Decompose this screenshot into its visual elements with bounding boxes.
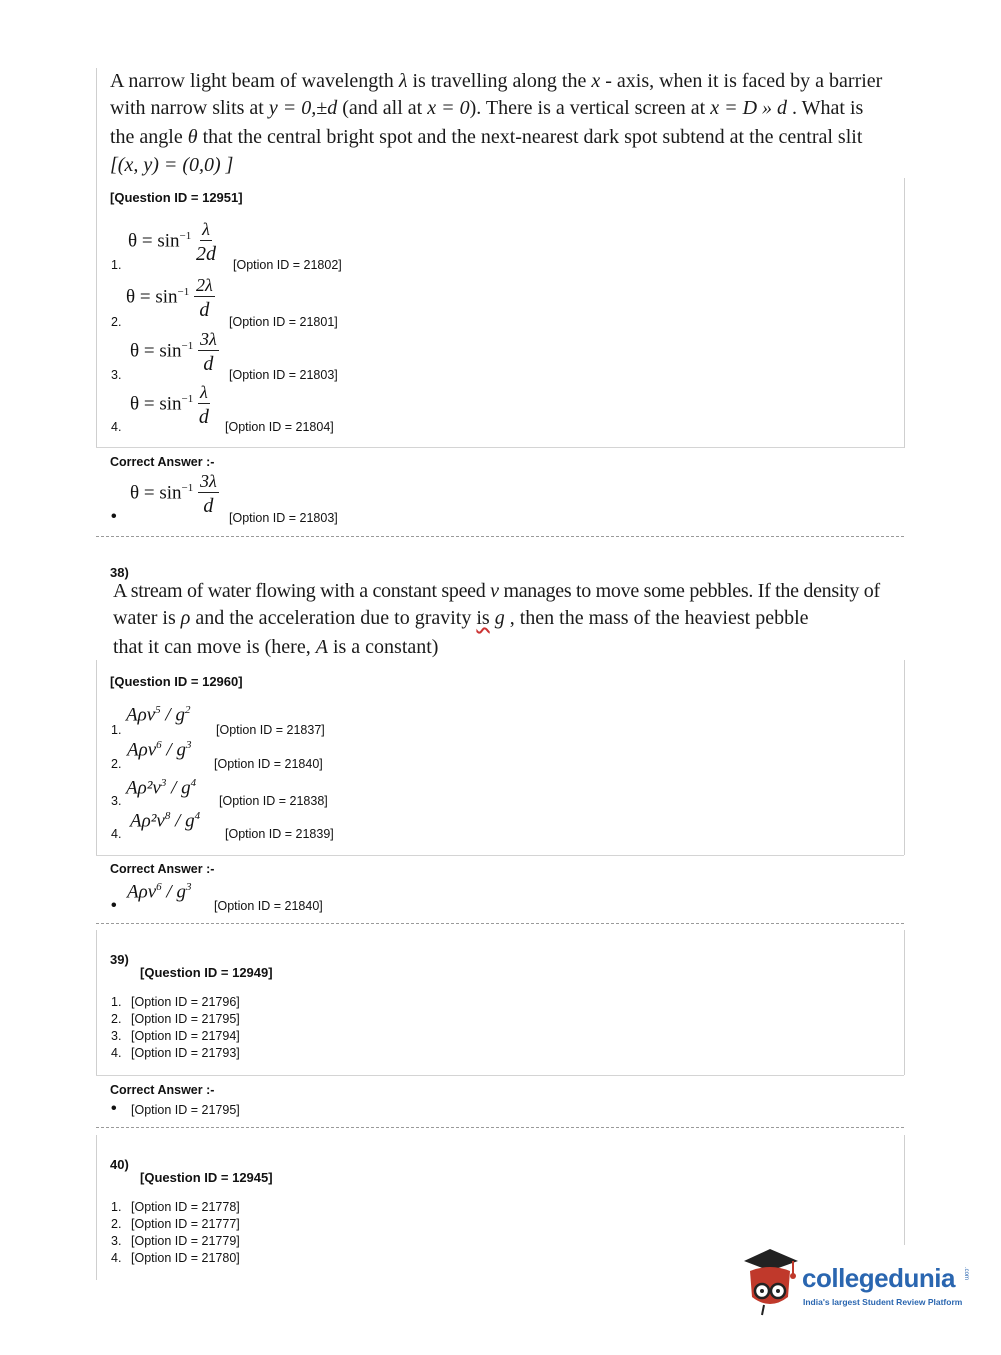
option-number: 2.	[111, 757, 122, 771]
option-id: [Option ID = 21803]	[229, 368, 338, 382]
option-number: 2.	[111, 1012, 122, 1026]
q38-text-3b: is a constant)	[327, 636, 439, 658]
option-number: 4.	[111, 827, 122, 841]
formula-mid: / g	[161, 881, 186, 903]
q37-stem	[110, 68, 918, 179]
q37-stem-line2	[110, 95, 918, 122]
numerator: 3λ	[199, 329, 217, 349]
q39-number: 39)	[110, 952, 129, 967]
q39-correct-option-id: [Option ID = 21795]	[131, 1103, 240, 1117]
option-id: [Option ID = 21778]	[131, 1200, 240, 1214]
q38-text-2a: water is	[113, 607, 181, 629]
q37-stem-line3	[110, 124, 918, 151]
option-id: [Option ID = 21837]	[216, 723, 325, 737]
q37-text-2c: ). There is a vertical screen at	[469, 97, 711, 119]
q38-text-3a: that it can move is (here,	[113, 636, 316, 658]
q38-text-1a: A stream of water flowing with a constant speed	[113, 580, 491, 602]
formula-base: Aρv	[127, 739, 157, 761]
option-number: 1.	[111, 1200, 122, 1214]
denominator: d	[198, 406, 209, 428]
q37-lambda: λ	[398, 70, 408, 92]
formula-base: Aρ²v	[130, 810, 165, 832]
bullet-icon: •	[111, 508, 117, 525]
q38-right-rule	[904, 660, 905, 855]
q38-text-2b: and the acceleration due to gravity	[190, 607, 477, 629]
option-formula	[128, 220, 216, 264]
formula-power: 8	[164, 810, 171, 822]
denominator: d	[203, 495, 214, 517]
formula-sup: −1	[177, 286, 190, 299]
logo-tagline: India's largest Student Review Platform	[803, 1297, 963, 1307]
option-number: 3.	[111, 1029, 122, 1043]
option-formula	[126, 276, 215, 320]
numerator: 2λ	[195, 275, 213, 295]
q37-options-divider	[96, 447, 904, 448]
q40-question-id: [Question ID = 12945]	[140, 1170, 273, 1185]
numerator: 3λ	[199, 471, 217, 491]
logo-dotcom: .com	[963, 1267, 969, 1281]
q38-g: g	[494, 607, 505, 629]
bullet-icon: •	[111, 897, 117, 914]
option-id: [Option ID = 21801]	[229, 315, 338, 329]
q38-A: A	[315, 636, 328, 658]
q37-text-1a: A narrow light beam of wavelength	[110, 70, 399, 92]
numerator: λ	[199, 382, 208, 402]
q38-correct-formula	[127, 881, 191, 903]
option-number: 3.	[111, 368, 122, 382]
option-formula	[126, 704, 190, 726]
option-id: [Option ID = 21838]	[219, 794, 328, 808]
formula-base: Aρv	[126, 704, 156, 726]
formula-mid: / g	[170, 810, 195, 832]
formula-sup: −1	[181, 340, 194, 353]
logo-wordmark: collegedunia	[802, 1263, 955, 1293]
q38-stem-line3	[113, 634, 925, 661]
formula-power-g: 3	[185, 739, 192, 751]
fraction	[198, 383, 210, 427]
q37-text-1b: is travelling along the	[407, 70, 592, 92]
formula-power-g: 2	[184, 704, 191, 716]
q40-right-rule	[904, 1135, 905, 1245]
option-formula	[130, 810, 200, 832]
formula-power-g: 4	[190, 777, 197, 789]
q37-stem-line1	[110, 68, 918, 95]
option-number: 1.	[111, 258, 122, 272]
graduate-mascot-icon	[740, 1245, 802, 1317]
formula-prefix: θ = sin	[130, 482, 182, 504]
q38-v: v	[490, 580, 499, 602]
option-number: 4.	[111, 420, 122, 434]
q38-stem	[113, 578, 925, 661]
q37-text-2d: . What is	[787, 97, 864, 119]
q39-end-divider	[96, 1127, 904, 1128]
q37-text-1c: - axis, when it is faced by a barrier	[600, 70, 883, 92]
option-id: [Option ID = 21840]	[214, 757, 323, 771]
option-id: [Option ID = 21795]	[131, 1012, 240, 1026]
q37-text-2a: with narrow slits at	[110, 97, 269, 119]
formula-power-g: 4	[194, 810, 201, 822]
q37-end-divider	[96, 536, 904, 537]
formula-power: 6	[156, 881, 162, 893]
formula-mid: / g	[161, 739, 186, 761]
denominator: d	[203, 353, 214, 375]
option-number: 1.	[111, 995, 122, 1009]
q38-left-rule	[96, 660, 97, 855]
q40-number: 40)	[110, 1157, 129, 1172]
bullet-icon: •	[111, 1100, 117, 1117]
fraction	[196, 220, 216, 264]
formula-sup: −1	[179, 230, 192, 243]
q39-right-rule	[904, 930, 905, 1075]
formula-base: Aρv	[127, 881, 157, 903]
q37-correct-formula	[130, 472, 219, 516]
denominator: d	[199, 299, 210, 321]
q38-stem-line2	[113, 605, 925, 632]
formula-power: 5	[155, 704, 161, 716]
q39-question-id: [Question ID = 12949]	[140, 965, 273, 980]
q37-text-2b: (and all at	[337, 97, 428, 119]
option-id: [Option ID = 21802]	[233, 258, 342, 272]
fraction	[198, 330, 219, 374]
option-number: 2.	[111, 1217, 122, 1231]
option-id: [Option ID = 21793]	[131, 1046, 240, 1060]
q38-end-divider	[96, 923, 904, 924]
option-number: 3.	[111, 794, 122, 808]
formula-prefix: θ = sin	[128, 230, 180, 252]
q37-x: x	[591, 70, 601, 92]
q38-number: 38)	[110, 565, 129, 580]
q37-screen: x = D » d	[710, 97, 788, 119]
q37-text-3b: that the central bright spot and the next-nearest dark spot subtend at the central slit	[197, 126, 863, 148]
q37-x0: x = 0	[427, 97, 470, 119]
q37-slits: y = 0,±d	[268, 97, 338, 119]
formula-sup: −1	[181, 393, 194, 406]
q40-left-rule	[96, 1135, 97, 1280]
formula-power: 3	[160, 777, 167, 789]
q37-correct-label: Correct Answer :-	[110, 455, 215, 469]
q39-options-divider	[96, 1075, 904, 1076]
q38-text-2c: , then the mass of the heaviest pebble	[504, 607, 809, 629]
option-number: 2.	[111, 315, 122, 329]
formula-prefix: θ = sin	[130, 340, 182, 362]
option-id: [Option ID = 21780]	[131, 1251, 240, 1265]
q37-text-3a: the angle	[110, 126, 188, 148]
option-id: [Option ID = 21794]	[131, 1029, 240, 1043]
q38-correct-option-id: [Option ID = 21840]	[214, 899, 323, 913]
formula-sup: −1	[181, 482, 194, 495]
q38-question-id: [Question ID = 12960]	[110, 674, 243, 689]
q37-right-rule	[904, 178, 905, 448]
option-formula	[126, 777, 196, 799]
option-formula	[127, 739, 191, 761]
q38-options-divider	[96, 855, 904, 856]
q37-stem-line4: [(x, y) = (0,0) ]	[110, 154, 234, 176]
q37-theta: θ	[187, 126, 198, 148]
numerator: λ	[202, 219, 210, 239]
denominator: 2d	[195, 243, 216, 265]
q37-question-id: [Question ID = 12951]	[110, 190, 243, 205]
option-formula	[130, 383, 210, 427]
q38-text-1b: manages to move some pebbles. If the density of	[498, 580, 880, 602]
formula-prefix: θ = sin	[130, 393, 182, 415]
formula-power-g: 3	[185, 881, 192, 893]
option-id: [Option ID = 21796]	[131, 995, 240, 1009]
option-number: 4.	[111, 1046, 122, 1060]
formula-prefix: θ = sin	[126, 286, 178, 308]
q38-correct-label: Correct Answer :-	[110, 862, 215, 876]
option-formula	[130, 330, 219, 374]
q37-left-rule	[96, 68, 97, 448]
option-id: [Option ID = 21779]	[131, 1234, 240, 1248]
fraction	[198, 472, 219, 516]
collegedunia-logo[interactable]	[740, 1245, 980, 1320]
option-number: 1.	[111, 723, 122, 737]
q38-is: is	[476, 607, 490, 629]
option-id: [Option ID = 21777]	[131, 1217, 240, 1231]
option-number: 3.	[111, 1234, 122, 1248]
q39-left-rule	[96, 930, 97, 1075]
q37-correct-option-id: [Option ID = 21803]	[229, 511, 338, 525]
option-id: [Option ID = 21804]	[225, 420, 334, 434]
fraction	[194, 276, 215, 320]
q39-correct-label: Correct Answer :-	[110, 1083, 215, 1097]
q38-rho: ρ	[180, 607, 191, 629]
formula-mid: / g	[160, 704, 185, 726]
option-id: [Option ID = 21839]	[225, 827, 334, 841]
q38-stem-line1	[113, 578, 925, 605]
option-number: 4.	[111, 1251, 122, 1265]
formula-mid: / g	[166, 777, 191, 799]
formula-base: Aρ²v	[126, 777, 161, 799]
formula-power: 6	[156, 739, 162, 751]
